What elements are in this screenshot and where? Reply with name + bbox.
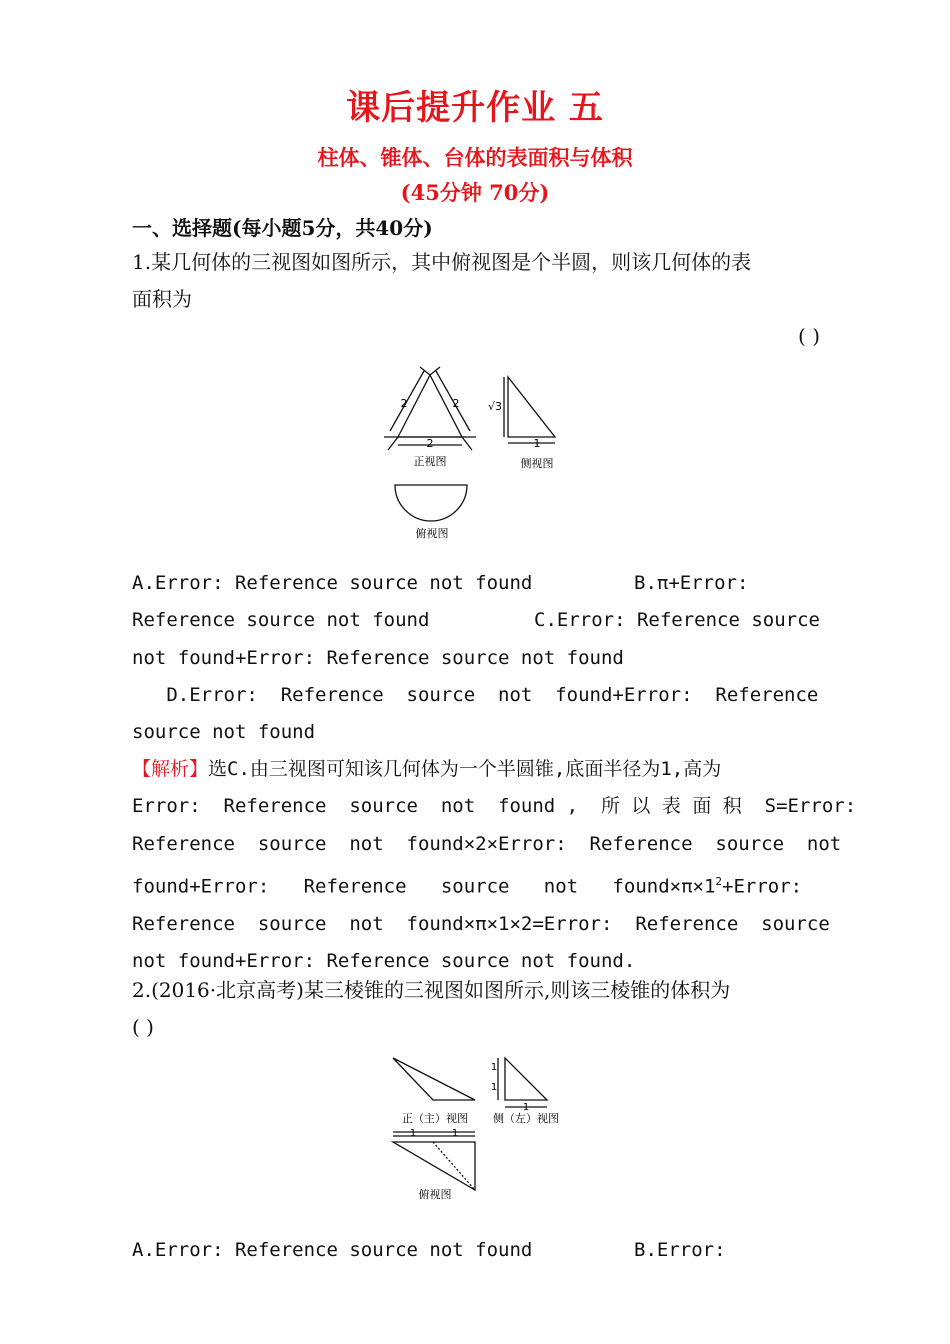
- q2-figure: [385, 1050, 575, 1205]
- q1-options: [132, 565, 820, 751]
- q2-dim-1-side-mid: 1: [490, 1082, 498, 1093]
- q1-option-c-cont: not found+Error: Reference source not found: [132, 646, 624, 669]
- page-subtitle: 柱体、锥体、台体的表面积与体积: [317, 145, 633, 170]
- q2-front-view: [393, 1058, 475, 1100]
- q2-dim-1-top-right: 1: [451, 1128, 459, 1139]
- q1-analysis-line2: Error: Reference source not found , 所 以 表 面 积 S=Error:: [132, 795, 857, 818]
- q2-options: [132, 1232, 820, 1269]
- page-title: 课后提升作业 五: [346, 88, 604, 128]
- q1-side-label: 侧视图: [520, 457, 554, 470]
- q2-option-b: B.Error:: [634, 1239, 726, 1261]
- q2-stem: [132, 972, 820, 1046]
- q1-figure: [380, 365, 570, 545]
- q1-front-label: 正视图: [413, 455, 447, 468]
- q1-option-d: D.Error: Reference source not found+Error: Reference: [132, 683, 819, 706]
- q1-options-line2: [132, 602, 820, 639]
- q1-top-view: [395, 485, 467, 521]
- q1-analysis-line3: Reference source not found×2×Error: Reference source not: [132, 832, 842, 855]
- q1-option-d-cont: source not found: [132, 721, 316, 744]
- q1-analysis-sup: 2: [715, 874, 723, 888]
- q2-dim-1-side-bottom: 1: [522, 1102, 530, 1113]
- q1-analysis-line4a: found+Error: Reference source not found×π×1: [132, 875, 716, 898]
- q1-dim-2-right: 2: [452, 397, 460, 410]
- q2-front-label: 正（主）视图: [402, 1112, 468, 1125]
- time-score: (45分钟 70分): [400, 180, 550, 205]
- q1-dim-sqrt3: √3: [487, 400, 503, 413]
- q2-dim-1-side-top: 1: [490, 1062, 498, 1073]
- q1-dim-1: 1: [533, 437, 541, 450]
- q1-top-label: 俯视图: [415, 527, 449, 540]
- q1-side-view: [504, 377, 555, 443]
- q1-dim-2-bottom: 2: [426, 437, 434, 450]
- q1-analysis: [132, 751, 857, 980]
- q1-option-a: A.Error: Reference source not found: [132, 572, 533, 594]
- q1-analysis-line1: [132, 751, 820, 788]
- q1-analysis-line4b: +Error:: [722, 875, 803, 898]
- q1-stem-line1: 1.某几何体的三视图如图所示，其中俯视图是个半圆，则该几何体的表: [132, 250, 752, 274]
- q1-stem: [132, 244, 820, 318]
- q1-option-b-cont: Reference source not found: [132, 609, 430, 632]
- q1-analysis-line6: not found+Error: Reference source not found.: [132, 949, 636, 972]
- q1-options-line1: [132, 565, 820, 602]
- q2-stem-line1: 2.(2016·北京高考)某三棱锥的三视图如图所示,则该三棱锥的体积为: [132, 978, 731, 1002]
- q1-analysis-text1: 选C.由三视图可知该几何体为一个半圆锥,底面半径为1,高为: [208, 758, 722, 780]
- q1-analysis-line4: [132, 863, 820, 906]
- q2-options-line1: [132, 1232, 820, 1269]
- analysis-tag: 【解析】: [132, 758, 209, 780]
- q2-top-view: [393, 1132, 475, 1190]
- q1-answer-bracket: ( ): [798, 324, 820, 348]
- q1-option-b: B.π+Error:: [634, 572, 749, 594]
- q2-option-a: A.Error: Reference source not found: [132, 1239, 533, 1261]
- section-heading: 一、选择题(每小题5分，共40分): [132, 216, 433, 240]
- q1-dim-2-left: 2: [400, 397, 408, 410]
- q1-stem-line2: 面积为: [132, 287, 192, 311]
- q2-top-label: 俯视图: [418, 1188, 452, 1201]
- q2-side-label: 侧（左）视图: [493, 1112, 559, 1125]
- q1-analysis-line5: Reference source not found×π×1×2=Error: Reference source: [132, 912, 830, 935]
- q2-dim-1-top-left: 1: [409, 1128, 417, 1139]
- q1-option-c: C.Error: Reference source: [534, 609, 820, 632]
- q2-stem-line2: ( ): [132, 1015, 154, 1039]
- q2-side-view: [498, 1058, 547, 1107]
